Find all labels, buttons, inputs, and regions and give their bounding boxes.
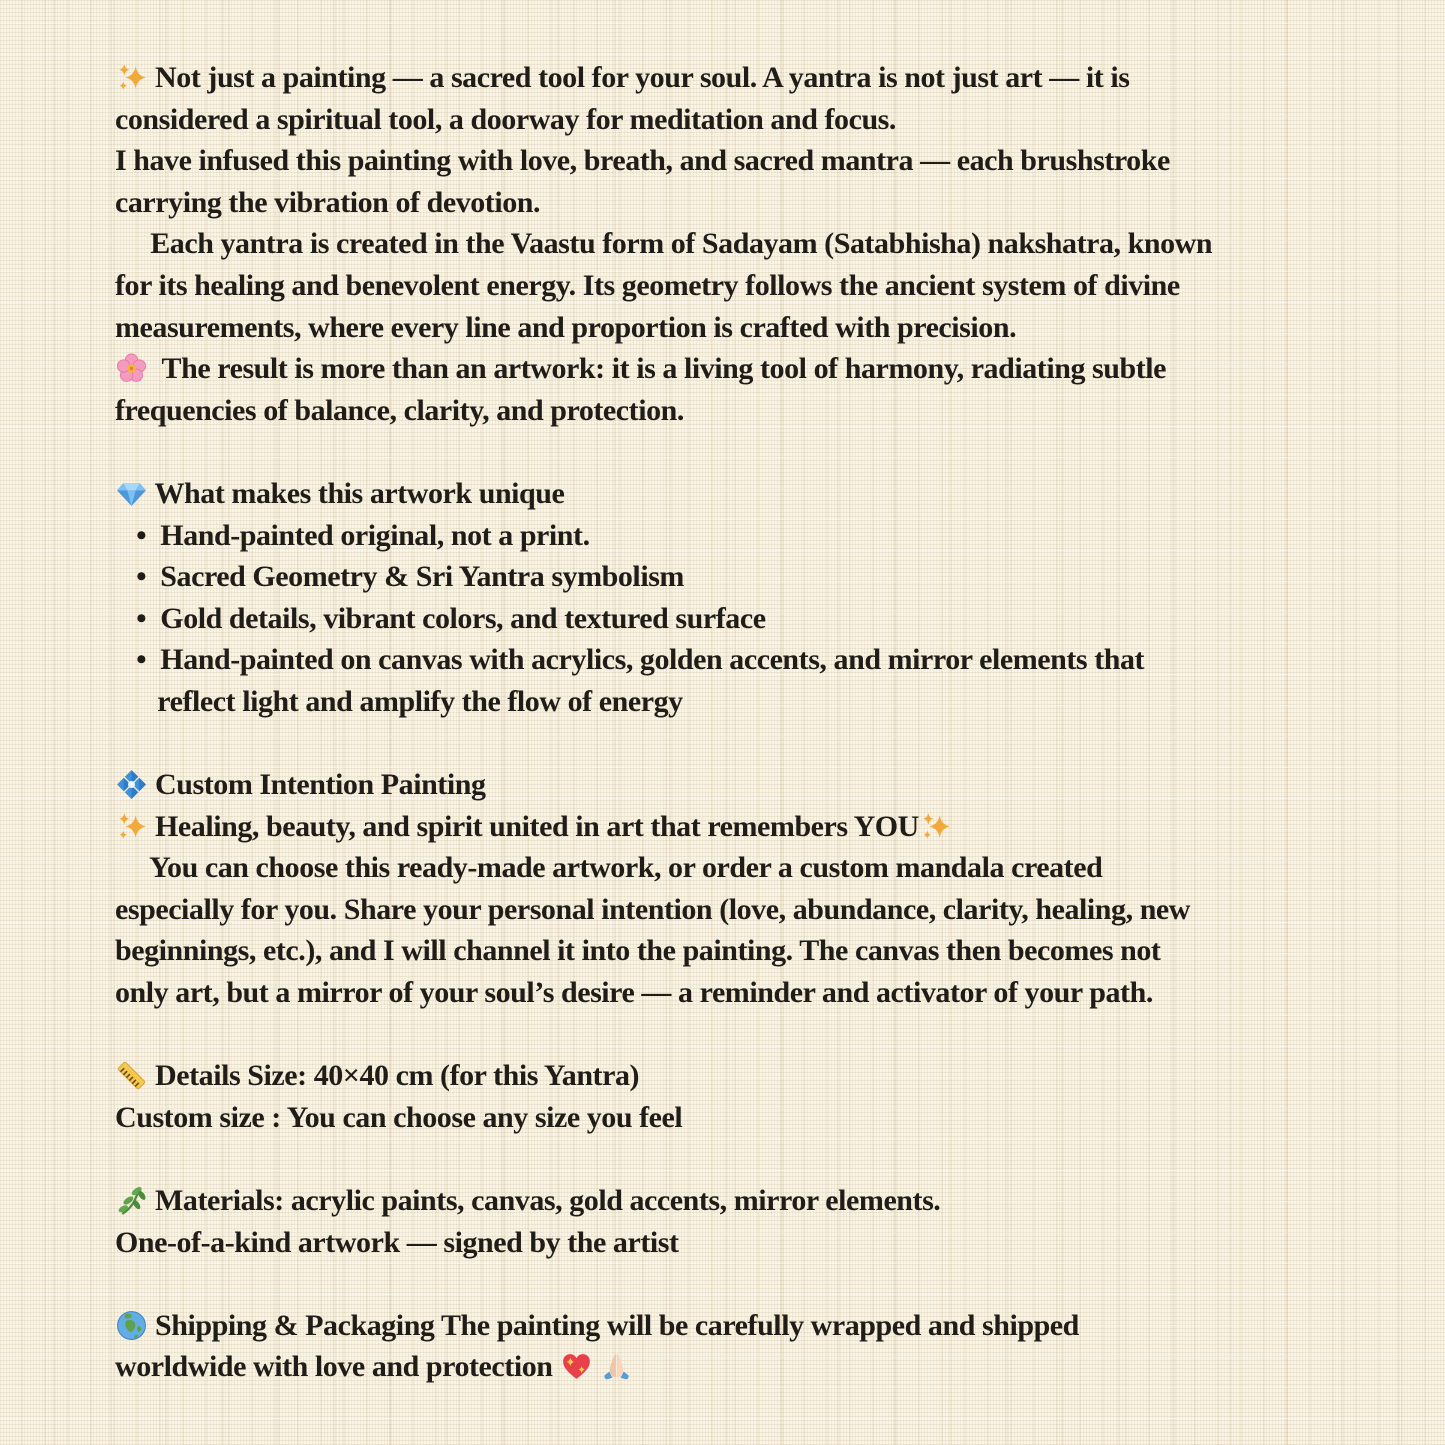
text-line bbox=[115, 182, 1385, 224]
sparkles-emoji bbox=[115, 806, 148, 848]
paragraph bbox=[115, 1055, 1385, 1138]
text-run: carrying the vibration of devotion. bbox=[115, 185, 541, 219]
diamond-with-dot-emoji bbox=[115, 764, 148, 806]
text-line bbox=[115, 265, 1385, 307]
text-run: Healing, beauty, and spirit united in art that remembers YOU bbox=[148, 809, 919, 843]
text-run: Materials: acrylic paints, canvas, gold accents, mirror elements. bbox=[148, 1184, 941, 1218]
text-line bbox=[115, 99, 1385, 141]
text-run: I have infused this painting with love, breath, and sacred mantra — each brushstroke bbox=[115, 144, 1170, 178]
text-run: • Hand-painted on canvas with acrylics, golden accents, and mirror elements that bbox=[115, 643, 1145, 677]
text-run: The result is more than an artwork: it is a living tool of harmony, radiating subtle bbox=[148, 352, 1167, 386]
text-line bbox=[115, 473, 1385, 515]
gem-stone-emoji bbox=[115, 473, 148, 515]
herb-emoji bbox=[115, 1180, 148, 1222]
text-run: Not just a painting — a sacred tool for your soul. A yantra is not just art — it is bbox=[148, 61, 1130, 94]
text-line bbox=[115, 639, 1385, 681]
text-line bbox=[115, 764, 1385, 806]
text-line bbox=[115, 140, 1385, 182]
text-line bbox=[115, 556, 1385, 598]
text-run: Custom size : You can choose any size you feel bbox=[115, 1100, 683, 1134]
text-line bbox=[115, 1346, 1385, 1388]
text-run: Custom Intention Painting bbox=[148, 768, 486, 802]
text-line bbox=[115, 1180, 1385, 1222]
text-run: for its healing and benevolent energy. Its geometry follows the ancient system of divine bbox=[115, 268, 1180, 302]
ruler-emoji bbox=[115, 1055, 148, 1097]
text-run: beginnings, etc.), and I will channel it into the painting. The canvas then becomes not bbox=[115, 934, 1161, 968]
text-run: One-of-a-kind artwork — signed by the artist bbox=[115, 1225, 679, 1259]
text-line bbox=[115, 889, 1385, 931]
text-run: Shipping & Packaging The painting will be carefully wrapped and shipped bbox=[148, 1308, 1079, 1342]
sparkling-heart-emoji bbox=[560, 1346, 593, 1388]
text-line bbox=[115, 223, 1385, 265]
text-line bbox=[115, 307, 1385, 349]
text-run: • Gold details, vibrant colors, and textured surface bbox=[115, 601, 766, 635]
text-line bbox=[115, 847, 1385, 889]
text-run: Each yantra is created in the Vaastu form of Sadayam (Satabhisha) nakshatra, known bbox=[115, 227, 1213, 261]
text-run: You can choose this ready-made artwork, or order a custom mandala created bbox=[115, 851, 1103, 885]
text-line bbox=[115, 1305, 1385, 1347]
text-line bbox=[115, 1055, 1385, 1097]
text-line bbox=[115, 515, 1385, 557]
document-text bbox=[115, 57, 1385, 1388]
text-line bbox=[115, 1097, 1385, 1139]
text-run: What makes this artwork unique bbox=[148, 476, 565, 510]
paragraph bbox=[115, 57, 1385, 431]
text-line bbox=[115, 598, 1385, 640]
text-run: especially for you. Share your personal intention (love, abundance, clarity, healing, new bbox=[115, 892, 1191, 926]
text-line bbox=[115, 348, 1385, 390]
text-run: measurements, where every line and proportion is crafted with precision. bbox=[115, 310, 1017, 344]
text-run: considered a spiritual tool, a doorway for meditation and focus. bbox=[115, 102, 896, 136]
sparkles-emoji bbox=[115, 57, 148, 99]
cherry-blossom-emoji bbox=[115, 348, 148, 390]
paragraph bbox=[115, 473, 1385, 723]
text-run: • Hand-painted original, not a print. bbox=[115, 518, 590, 552]
text-line bbox=[115, 1222, 1385, 1264]
folded-hands-emoji bbox=[600, 1346, 633, 1388]
text-run: worldwide with love and protection bbox=[115, 1350, 560, 1384]
text-line bbox=[115, 57, 1385, 99]
paragraph bbox=[115, 1305, 1385, 1388]
text-run: • Sacred Geometry & Sri Yantra symbolism bbox=[115, 560, 684, 594]
paragraph bbox=[115, 764, 1385, 1014]
text-line bbox=[115, 681, 1385, 723]
text-line bbox=[115, 390, 1385, 432]
text-run: only art, but a mirror of your soul’s desire — a reminder and activator of your path. bbox=[115, 976, 1153, 1010]
text-run: Details Size: 40×40 cm (for this Yantra) bbox=[148, 1059, 640, 1093]
paragraph bbox=[115, 1180, 1385, 1263]
sparkles-emoji bbox=[919, 806, 952, 848]
globe-emoji bbox=[115, 1305, 148, 1347]
text-run: frequencies of balance, clarity, and protection. bbox=[115, 393, 684, 427]
text-run: reflect light and amplify the flow of energy bbox=[115, 684, 683, 718]
text-line bbox=[115, 972, 1385, 1014]
text-line bbox=[115, 930, 1385, 972]
text-line bbox=[115, 806, 1385, 848]
text-run bbox=[593, 1350, 600, 1383]
